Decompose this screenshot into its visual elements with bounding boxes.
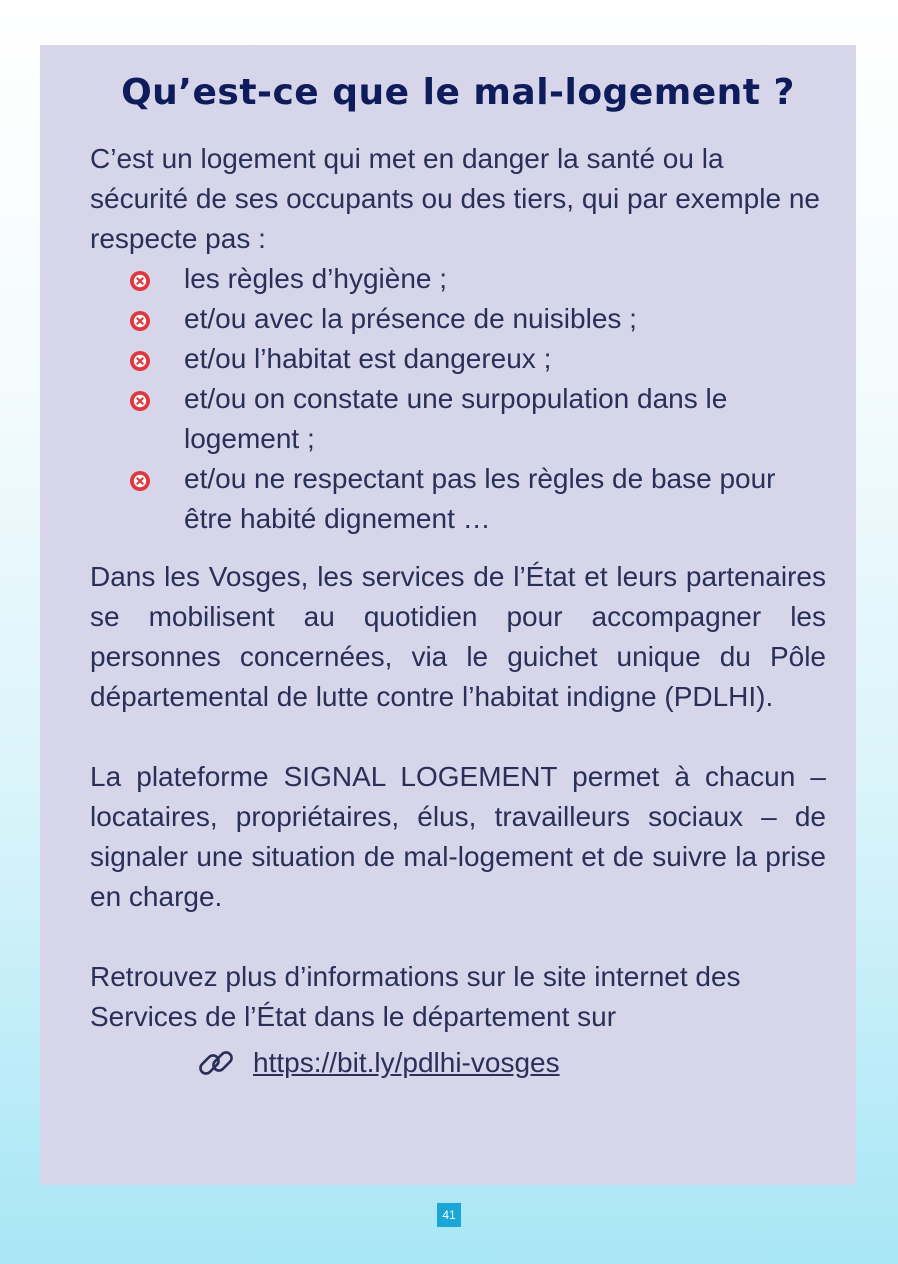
x-circle-icon bbox=[128, 469, 152, 493]
link-row bbox=[195, 1039, 826, 1087]
info-paragraph: Retrouvez plus d’informations sur le site internet des Services de l’État dans le département sur bbox=[90, 961, 741, 1032]
x-circle-icon bbox=[128, 309, 152, 333]
list-item bbox=[128, 379, 826, 459]
intro-paragraph: C’est un logement qui met en danger la santé ou la sécurité de ses occupants ou des tiers, qui par exemple ne respecte pas : bbox=[90, 143, 820, 254]
list-item-text: et/ou on constate une surpopulation dans le logement ; bbox=[184, 383, 728, 454]
x-circle-icon bbox=[128, 349, 152, 373]
page-title: Qu’est-ce que le mal-logement ? bbox=[121, 72, 795, 113]
list-item-text: et/ou avec la présence de nuisibles ; bbox=[184, 303, 637, 334]
list-item-text: et/ou l’habitat est dangereux ; bbox=[184, 343, 552, 374]
list-item-text: et/ou ne respectant pas les règles de base pour être habité dignement … bbox=[184, 463, 776, 534]
page-number: 41 bbox=[437, 1203, 461, 1227]
x-circle-icon bbox=[128, 389, 152, 413]
list-item-text: les règles d’hygiène ; bbox=[184, 263, 448, 294]
vosges-paragraph: Dans les Vosges, les services de l’État et leurs partenaires se mobilisent au quotidien pour accompagner les personnes concernées, via le guichet unique du Pôle départemental de lutte contre l’habitat indigne (PDLHI). bbox=[90, 561, 826, 712]
list-item bbox=[128, 459, 826, 539]
link-chain-icon bbox=[195, 1042, 237, 1084]
signal-logement-paragraph: La plateforme SIGNAL LOGEMENT permet à chacun – locataires, propriétaires, élus, travailleurs sociaux – de signaler une situation de mal-logement et de suivre la prise en charge. bbox=[90, 761, 826, 912]
list-item bbox=[128, 259, 826, 299]
x-circle-icon bbox=[128, 269, 152, 293]
pdlhi-link[interactable]: https://bit.ly/pdlhi-vosges bbox=[253, 1047, 560, 1078]
criteria-list bbox=[90, 259, 826, 539]
info-card bbox=[40, 45, 856, 1185]
list-item bbox=[128, 299, 826, 339]
list-item bbox=[128, 339, 826, 379]
